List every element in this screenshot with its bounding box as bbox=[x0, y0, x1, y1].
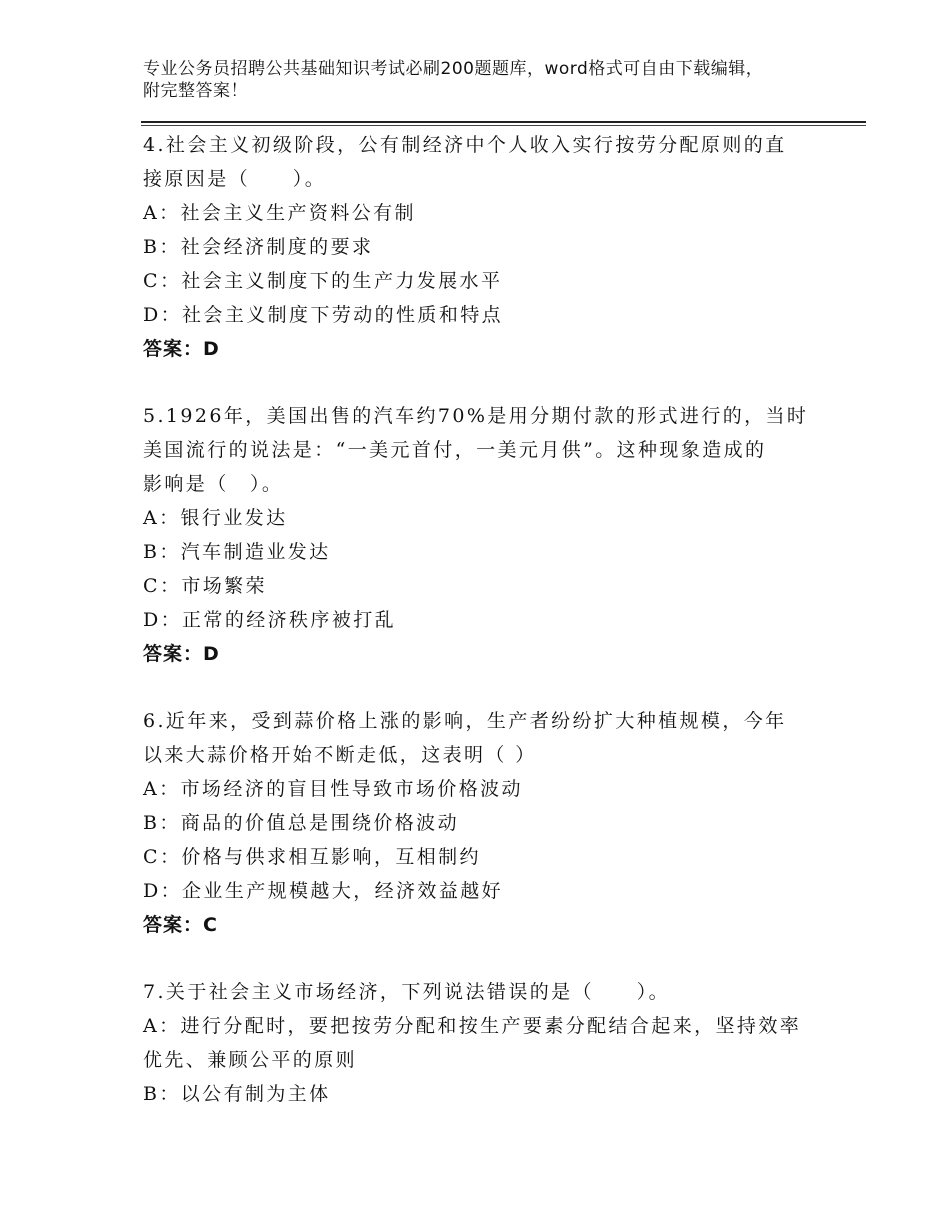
header-divider-thin bbox=[141, 125, 866, 126]
option-a: A：进行分配时，要把按劳分配和按生产要素分配结合起来，坚持效率 bbox=[143, 1015, 802, 1037]
option-c: C：价格与供求相互影响，互相制约 bbox=[143, 846, 481, 868]
option-d: D：社会主义制度下劳动的性质和特点 bbox=[143, 304, 504, 326]
question-text-line: 以来大蒜价格开始不断走低，这表明（ ） bbox=[143, 744, 537, 766]
question-5 bbox=[143, 399, 813, 671]
option-d: D：企业生产规模越大，经济效益越好 bbox=[143, 880, 504, 902]
option-b: B：以公有制为主体 bbox=[143, 1083, 331, 1105]
page-header bbox=[143, 58, 823, 102]
question-spacer bbox=[143, 942, 813, 975]
question-6 bbox=[143, 704, 813, 942]
option-a-continued: 优先、兼顾公平的原则 bbox=[143, 1049, 358, 1071]
header-line-1: 专业公务员招聘公共基础知识考试必刷200题题库，word格式可自由下载编辑， bbox=[143, 59, 764, 79]
question-spacer bbox=[143, 366, 813, 399]
option-a: A：银行业发达 bbox=[143, 507, 288, 529]
question-text-line: 5.1926年，美国出售的汽车约70%是用分期付款的形式进行的，当时 bbox=[143, 405, 809, 427]
option-c: C：社会主义制度下的生产力发展水平 bbox=[143, 270, 503, 292]
question-text-line: 4.社会主义初级阶段，公有制经济中个人收入实行按劳分配原则的直 bbox=[143, 134, 787, 156]
option-b: B：社会经济制度的要求 bbox=[143, 236, 374, 258]
answer-label: 答案：C bbox=[143, 914, 218, 936]
question-text-line: 7.关于社会主义市场经济，下列说法错误的是（ ）。 bbox=[143, 981, 671, 1003]
question-spacer bbox=[143, 671, 813, 704]
question-4 bbox=[143, 128, 813, 366]
answer-label: 答案：D bbox=[143, 643, 220, 665]
question-7 bbox=[143, 975, 813, 1111]
option-c: C：市场繁荣 bbox=[143, 575, 267, 597]
question-text-line: 影响是（ ）。 bbox=[143, 473, 284, 495]
answer-label: 答案：D bbox=[143, 338, 220, 360]
question-list bbox=[143, 128, 813, 1111]
option-a: A：市场经济的盲目性导致市场价格波动 bbox=[143, 778, 523, 800]
option-b: B：汽车制造业发达 bbox=[143, 541, 331, 563]
question-text-line: 美国流行的说法是：“一美元首付，一美元月供”。这种现象造成的 bbox=[143, 439, 767, 461]
header-line-2: 附完整答案！ bbox=[143, 81, 248, 101]
header-divider-thick bbox=[141, 121, 866, 123]
option-b: B：商品的价值总是围绕价格波动 bbox=[143, 812, 459, 834]
question-text-line: 接原因是（ ）。 bbox=[143, 168, 327, 190]
question-text-line: 6.近年来，受到蒜价格上涨的影响，生产者纷纷扩大种植规模，今年 bbox=[143, 710, 787, 732]
option-a: A：社会主义生产资料公有制 bbox=[143, 202, 416, 224]
option-d: D：正常的经济秩序被打乱 bbox=[143, 609, 397, 631]
